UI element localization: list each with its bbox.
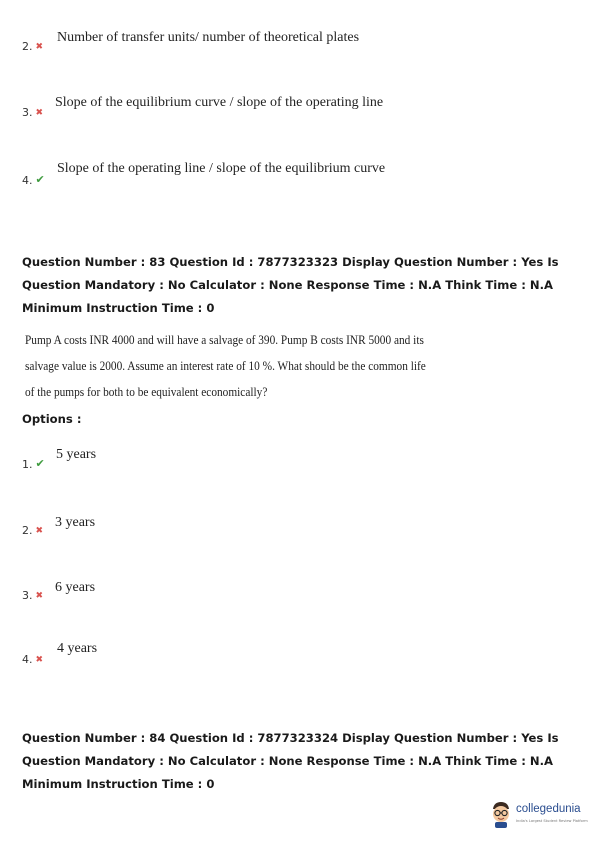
option-number: 2. <box>22 40 33 53</box>
option-number: 2. <box>22 524 33 537</box>
brand-name: collegedunia <box>516 803 581 815</box>
option-number: 4. <box>22 174 33 187</box>
cross-mark-icon: ✖ <box>35 108 44 118</box>
cross-mark-icon: ✖ <box>35 42 44 52</box>
question-text-line: salvage value is 2000. Assume an interest rate of 10 %. What should be the common life <box>25 359 426 373</box>
cross-mark-icon: ✖ <box>35 591 44 601</box>
question-83-meta: Question Number : 83 Question Id : 7877323323 Display Question Number : Yes Is Question Mandatory : No Calculator : None Response Time : N.A Think Time : N.A Minimum Instruction Time : 0 <box>22 255 559 315</box>
question-text-line: Pump A costs INR 4000 and will have a salvage of 390. Pump B costs INR 5000 and its <box>25 333 424 347</box>
check-mark-icon: ✔ <box>35 457 45 470</box>
option-number: 4. <box>22 653 33 666</box>
question-text-line: of the pumps for both to be equivalent economically? <box>25 385 268 399</box>
question-84-meta: Question Number : 84 Question Id : 7877323324 Display Question Number : Yes Is Question Mandatory : No Calculator : None Response Time : N.A Think Time : N.A Minimum Instruction Time : 0 <box>22 731 559 791</box>
option-text: 4 years <box>57 641 98 656</box>
options-label: Options : <box>22 412 82 426</box>
option-number: 1. <box>22 458 33 471</box>
option-number: 3. <box>22 106 33 119</box>
option-text: 5 years <box>56 447 97 462</box>
check-mark-icon: ✔ <box>35 173 45 186</box>
option-text: 6 years <box>55 580 96 595</box>
mascot-icon <box>488 800 514 828</box>
option-text: Slope of the equilibrium curve / slope of the operating line <box>55 95 384 110</box>
option-text: Number of transfer units/ number of theoretical plates <box>57 30 360 45</box>
collegedunia-logo <box>488 798 588 832</box>
option-text: 3 years <box>55 515 96 530</box>
question-83-text <box>25 327 426 405</box>
cross-mark-icon: ✖ <box>35 655 44 665</box>
cross-mark-icon: ✖ <box>35 526 44 536</box>
option-text: Slope of the operating line / slope of the equilibrium curve <box>57 161 386 176</box>
option-number: 3. <box>22 589 33 602</box>
brand-tagline: India's Largest Student Review Platform <box>516 819 588 823</box>
